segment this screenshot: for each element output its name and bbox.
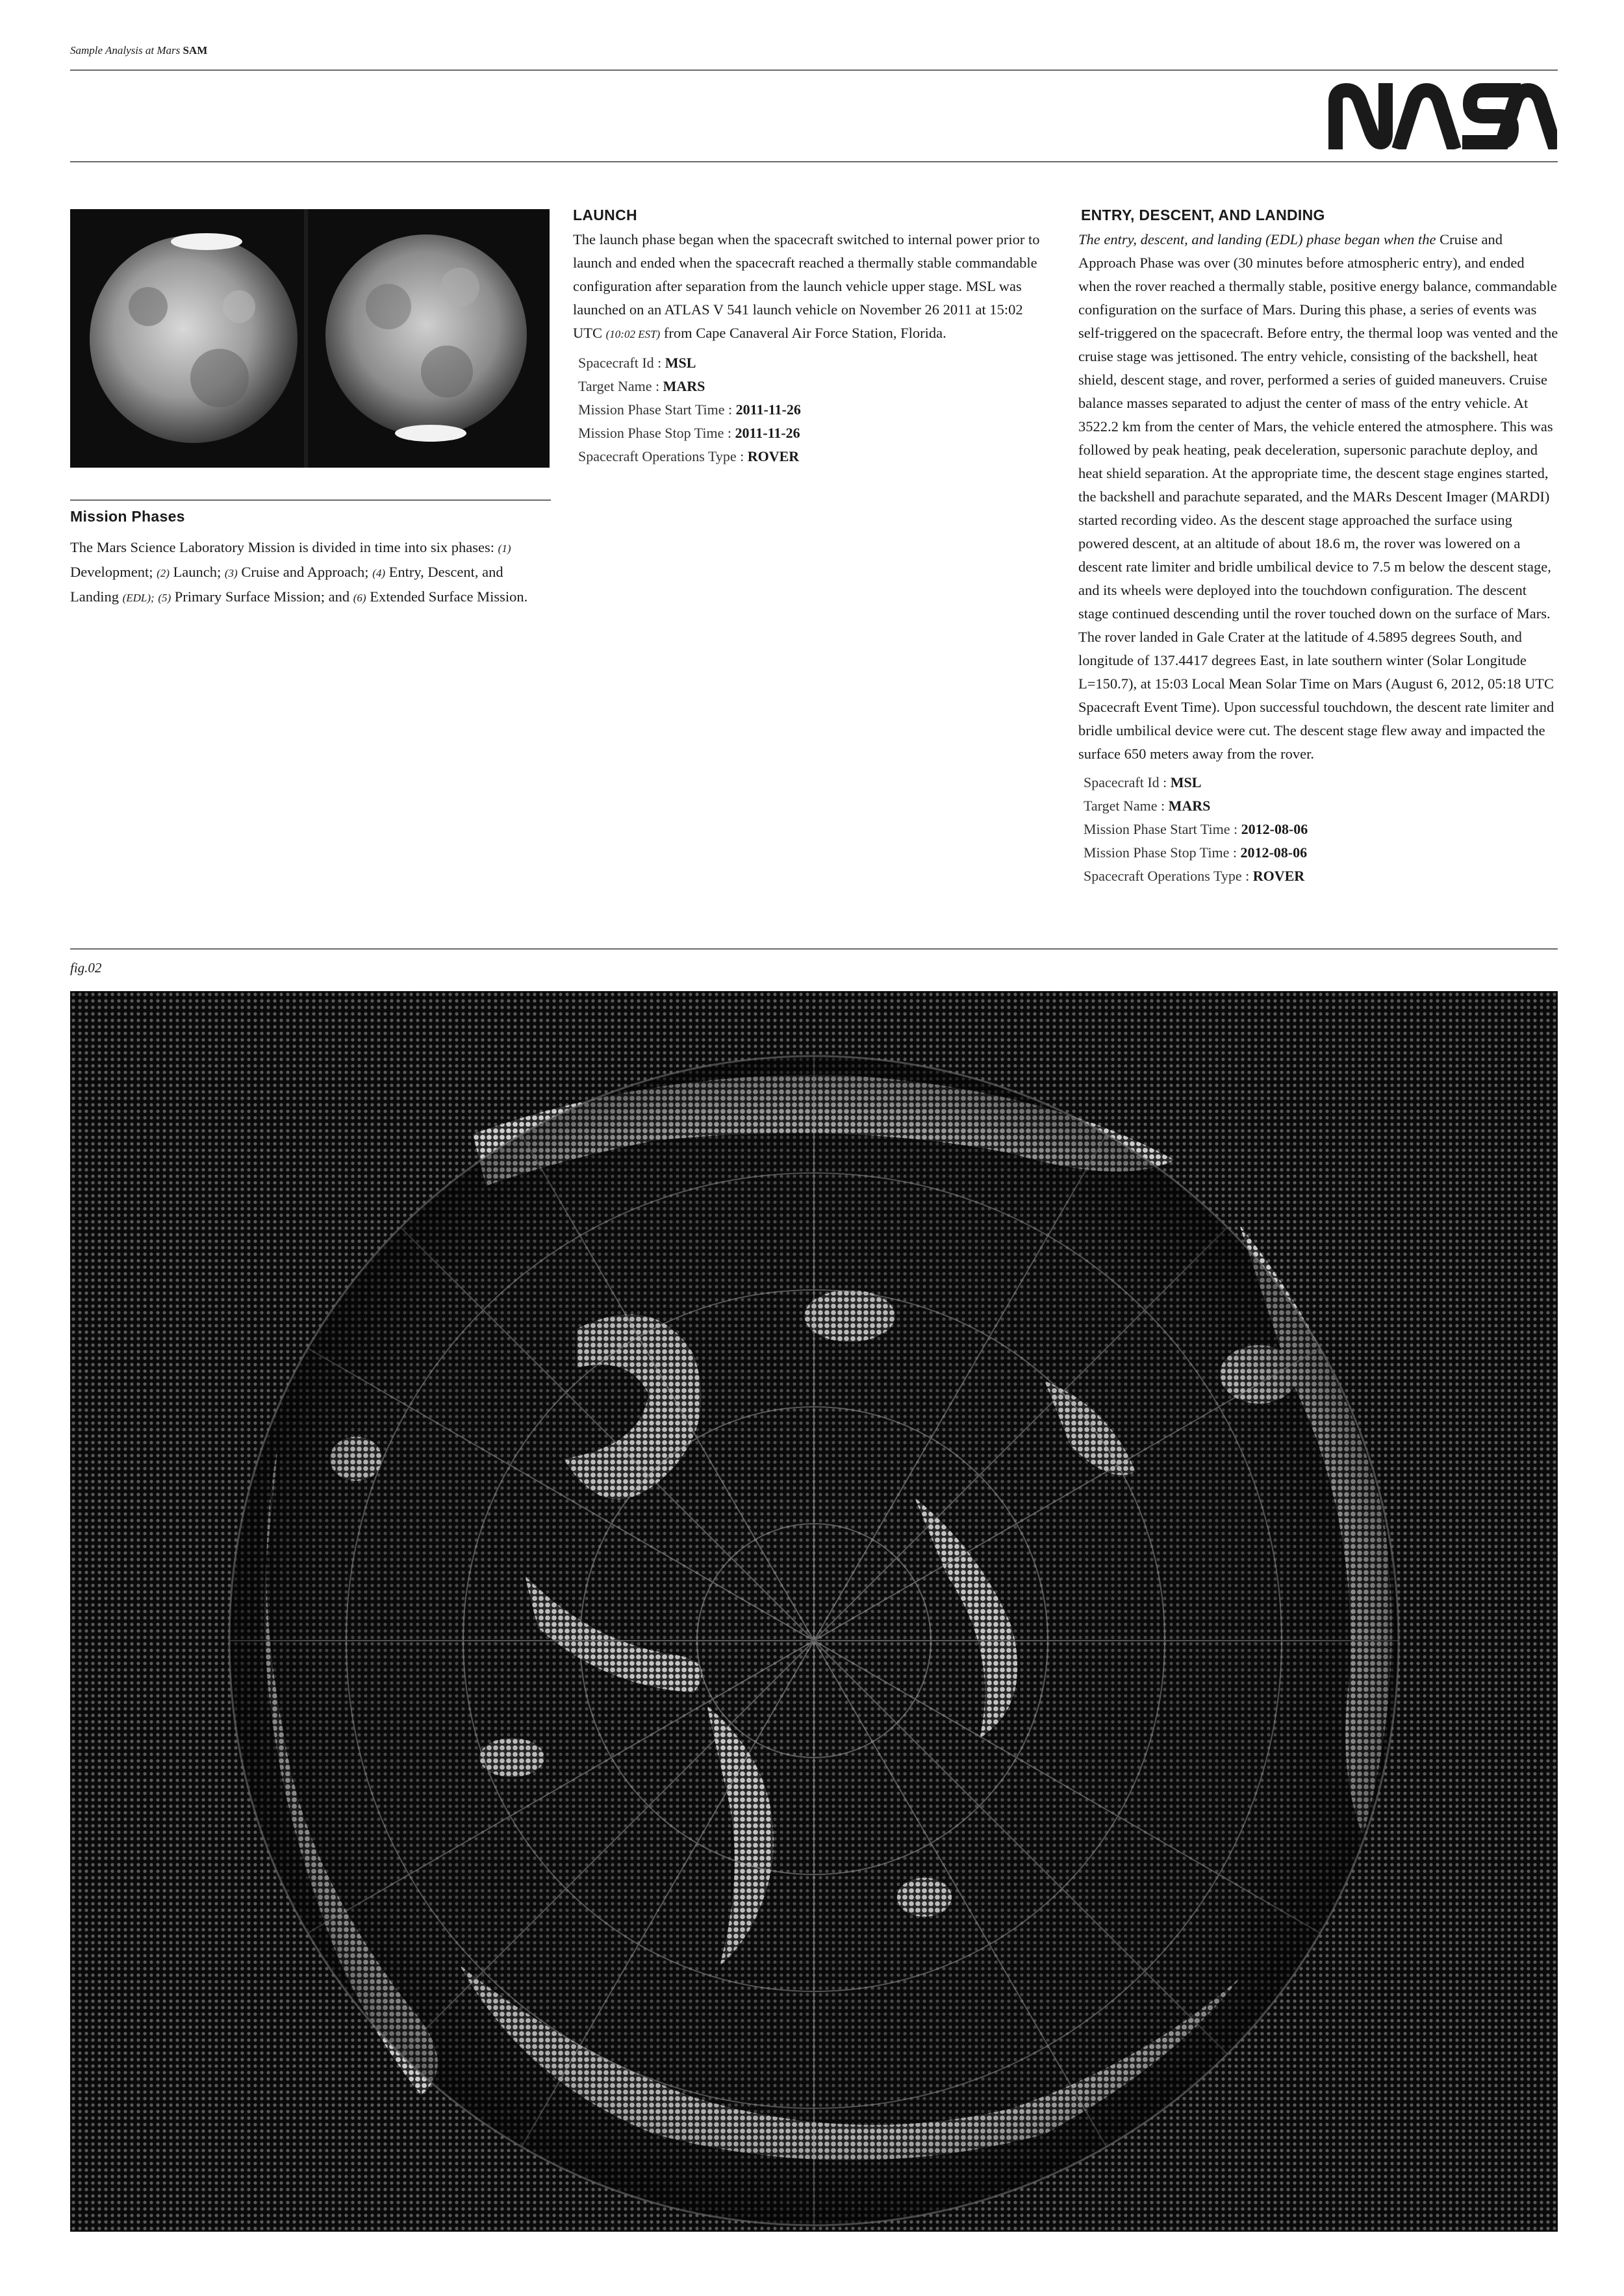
meta-key: Spacecraft Id :	[1084, 774, 1167, 790]
meta-key: Target Name :	[578, 378, 660, 394]
phase-abbrev: (EDL);	[122, 592, 155, 604]
meta-key: Spacecraft Operations Type :	[578, 448, 744, 464]
phase-label: Entry, Descent, and Landing	[70, 564, 503, 605]
figure-label: fig.02	[70, 960, 102, 976]
figure-rule	[70, 948, 1558, 950]
meta-row	[1084, 818, 1559, 841]
launch-heading: LAUNCH	[573, 207, 637, 223]
halftone-map-image	[70, 991, 1558, 2232]
mission-phases-heading: Mission Phases	[70, 508, 185, 525]
meta-key: Spacecraft Id :	[578, 355, 662, 371]
phase-label: Extended Surface Mission.	[370, 588, 528, 605]
mission-phases-intro: The Mars Science Laboratory Mission is divided in time into six phases:	[70, 539, 495, 555]
phase-label: Cruise and Approach;	[241, 564, 369, 580]
meta-value: 2011-11-26	[735, 401, 801, 418]
meta-row	[1084, 794, 1559, 818]
meta-value: MSL	[665, 355, 696, 371]
header-subtitle: Sample Analysis at Mars	[70, 44, 181, 57]
meta-value: ROVER	[1252, 868, 1305, 884]
mission-phases-section	[70, 508, 551, 610]
meta-value: MARS	[1168, 798, 1211, 814]
meta-value: 2012-08-06	[1241, 821, 1308, 837]
launch-text-main: The launch phase began when the spacecraft switched to internal power prior to launch and ended when the spacecraft reached a thermally stable commandable configuration after separation from the launch vehicle upper stage. MSL was launched on an ATLAS V 541 launch vehicle on November 26 2011 at 15:02 UTC	[573, 231, 1040, 341]
phase-num: (4)	[372, 567, 386, 579]
meta-value: 2012-08-06	[1240, 844, 1308, 861]
header-top-rule	[70, 69, 1558, 71]
header-acronym: SAM	[183, 44, 208, 57]
meta-row	[578, 375, 1054, 398]
meta-value: ROVER	[747, 448, 800, 464]
meta-row	[578, 351, 1054, 375]
edl-text	[1078, 228, 1559, 766]
meta-row	[578, 445, 1054, 468]
meta-key: Mission Phase Stop Time :	[578, 425, 731, 441]
meta-row	[1084, 771, 1559, 794]
meta-value: MARS	[663, 378, 705, 394]
meta-row	[1084, 841, 1559, 864]
meta-key: Mission Phase Start Time :	[1084, 821, 1238, 837]
meta-key: Target Name :	[1084, 798, 1165, 814]
meta-row	[578, 422, 1054, 445]
edl-section	[1078, 207, 1559, 888]
mission-phases-rule	[70, 499, 551, 501]
mission-phases-text	[70, 536, 551, 610]
phase-num: (6)	[353, 592, 366, 604]
nasa-logo	[1328, 83, 1557, 149]
meta-row	[578, 398, 1054, 422]
phase-label: Development;	[70, 564, 153, 580]
edl-lead: The entry, descent, and landing (EDL) phase began when the	[1078, 231, 1436, 247]
edl-metadata	[1078, 771, 1559, 888]
phase-label: Primary Surface Mission; and	[174, 588, 350, 605]
meta-value: 2011-11-26	[735, 425, 800, 441]
phase-label: Launch;	[173, 564, 222, 580]
meta-key: Spacecraft Operations Type :	[1084, 868, 1250, 884]
phase-num: (5)	[158, 592, 171, 604]
phase-num: (1)	[498, 542, 511, 555]
edl-heading: ENTRY, DESCENT, AND LANDING	[1081, 207, 1325, 223]
mars-polar-map-figure	[70, 991, 1558, 2232]
edl-body: Cruise and Approach Phase was over (30 minutes before atmospheric entry), and ended when the rover reached a thermally stable, positive energy balance, commandable configuration on the surface of Mars. During this phase, a series of events was self-triggered on the spacecraft. Before entry, the thermal loop was vented and the cruise stage was jettisoned. The entry vehicle, consisting of the backshell, heat shield, descent stage, and rover, performed a series of guided maneuvers. Cruise balance masses separated to adjust the center of mass of the entry vehicle. At 3522.2 km from the center of Mars, the vehicle entered the atmosphere. This was followed by peak heating, peak deceleration, supersonic parachute deploy, and heat shield separation. At the appropriate time, the descent stage engines started, the backshell and parachute separated, and the MARs Descent Imager (MARDI) started recording video. As the descent stage approached the surface using powered descent, at an altitude of about 18.6 m, the rover was lowered on a descent rate limiter and bridle umbilical device to 7.5 m below the descent stage, and its wheels were deployed into the touchdown configuration. The descent stage continued descending until the rover touched down on the surface of Mars. The rover landed in Gale Crater at the latitude of 4.5895 degrees South, and longitude of 137.4417 degrees East, in late southern winter (Solar Longitude L=150.7), at 15:03 Local Mean Solar Time on Mars (August 6, 2012, 05:18 UTC Spacecraft Event Time). Upon successful touchdown, the descent rate limiter and bridle umbilical device were cut. The descent stage flew away and impacted the surface 650 meters away from the rover.	[1078, 231, 1558, 762]
launch-text-end: from Cape Canaveral Air Force Station, Florida.	[663, 325, 946, 341]
meta-key: Mission Phase Start Time :	[578, 401, 733, 418]
meta-key: Mission Phase Stop Time :	[1084, 844, 1237, 861]
launch-time-note: (10:02 EST)	[605, 328, 661, 340]
launch-metadata	[573, 351, 1054, 468]
running-header	[70, 44, 207, 57]
meta-row	[1084, 864, 1559, 888]
mars-photograph	[70, 209, 550, 468]
launch-section	[573, 207, 1054, 468]
meta-value: MSL	[1170, 774, 1202, 790]
phase-num: (3)	[224, 567, 238, 579]
header-bottom-rule	[70, 161, 1558, 162]
launch-text	[573, 228, 1054, 346]
phase-num: (2)	[157, 567, 170, 579]
